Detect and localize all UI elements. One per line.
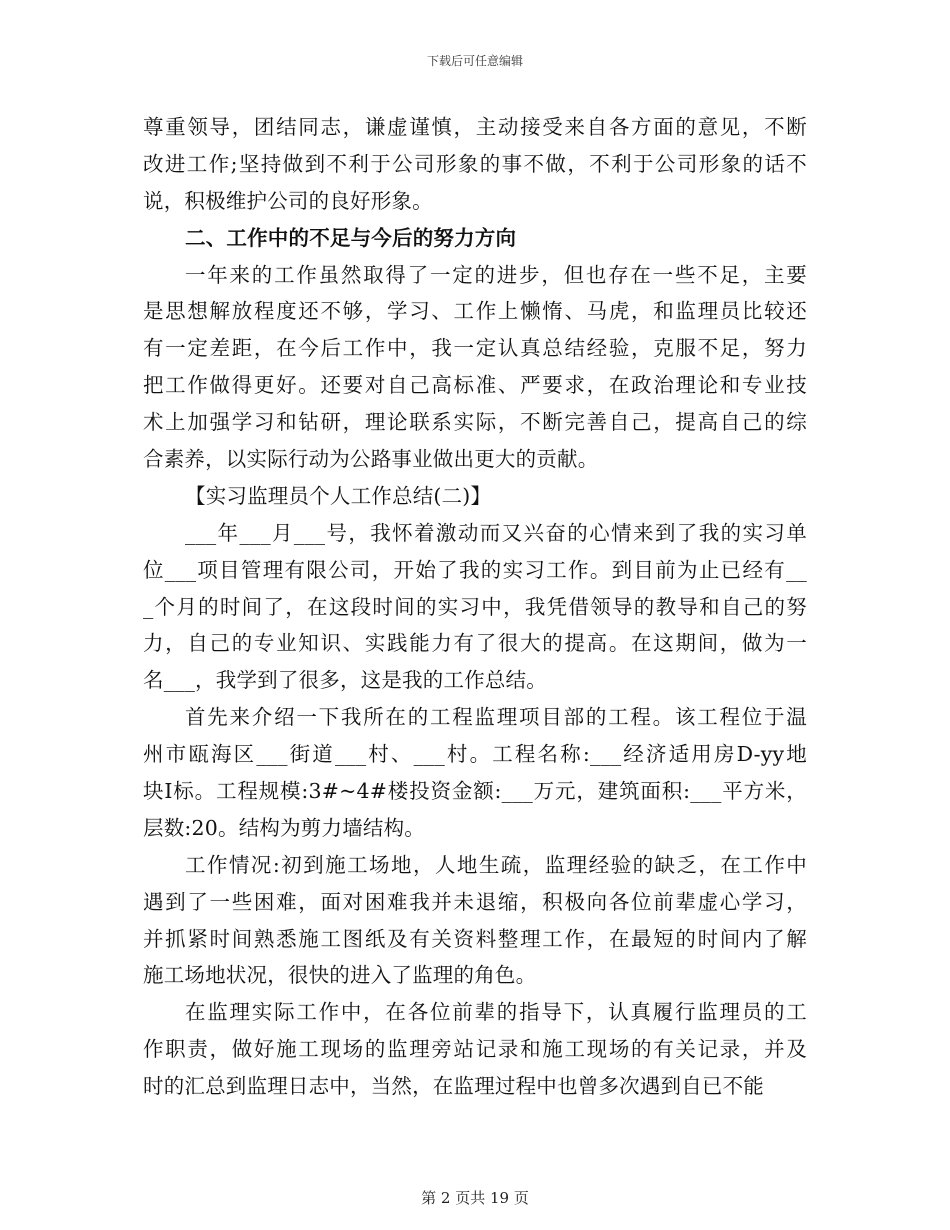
paragraph: [143, 847, 807, 995]
text-line: 二、工作中的不足与今后的努力方向: [185, 225, 517, 250]
text-line: 层数:20。结构为剪力墙结构。: [143, 815, 425, 840]
text-line: 作职责，做好施工现场的监理旁站记录和施工现场的有关记录，并及: [143, 1037, 807, 1062]
text-line: 并抓紧时间熟悉施工图纸及有关资料整理工作，在最短的时间内了解: [143, 926, 807, 951]
text-line: 说，积极维护公司的良好形象。: [143, 188, 433, 213]
text-line: 时的汇总到监理日志中，当然，在监理过程中也曾多次遇到自已不能: [143, 1074, 764, 1099]
text-line: 术上加强学习和钻研，理论联系实际，不断完善自己，提高自己的综: [143, 410, 807, 435]
text-line: 尊重领导，团结同志，谦虚谨慎，主动接受来自各方面的意见，不断: [143, 115, 807, 139]
text-line: 施工场地状况，很快的进入了监理的角色。: [143, 963, 537, 988]
text-line: 合素养，以实际行动为公路事业做出更大的贡献。: [143, 447, 599, 472]
paragraph: [143, 109, 807, 220]
page-footer: 第 2 页共 19 页: [421, 1189, 529, 1207]
text-line: 位___项目管理有限公司，开始了我的实习工作。到目前为止已经有__: [143, 557, 807, 582]
text-line: 首先来介绍一下我所在的工程监理项目部的工程。该工程位于温: [185, 705, 807, 730]
text-line: 把工作做得更好。还要对自己高标准、严要求，在政治理论和专业技: [143, 373, 807, 398]
paragraph: [143, 257, 807, 478]
paragraph: [143, 699, 807, 847]
text-line: 州市瓯海区___街道___村、___村。工程名称:___经济适用房D-yy地: [143, 742, 807, 767]
text-line: 名___，我学到了很多，这是我的工作总结。: [143, 668, 547, 693]
paragraph: [143, 994, 807, 1105]
document-body: [143, 109, 807, 1105]
text-line: 【实习监理员个人工作总结(二)】: [185, 483, 492, 508]
page-header: 下载后可任意编辑: [426, 54, 523, 68]
text-line: 力，自己的专业知识、实践能力有了很大的提高。在这期间，做为一: [143, 631, 807, 656]
section-heading: [143, 220, 807, 257]
text-line: 在监理实际工作中，在各位前辈的指导下，认真履行监理员的工: [185, 1000, 807, 1025]
text-line: 工作情况:初到施工场地，人地生疏，监理经验的缺乏，在工作中: [185, 852, 807, 877]
text-line: _个月的时间了，在这段时间的实习中，我凭借领导的教导和自己的努: [143, 594, 807, 619]
text-line: 块Ⅰ标。工程规模:3#~4#楼投资金额:___万元，建筑面积:___平方米，: [143, 779, 807, 804]
section-title: [143, 478, 807, 515]
paragraph: [143, 515, 807, 699]
text-line: 是思想解放程度还不够，学习、工作上懒惰、马虎，和监理员比较还: [143, 299, 807, 324]
text-line: 改进工作;坚持做到不利于公司形象的事不做，不利于公司形象的话不: [143, 151, 807, 176]
text-line: 遇到了一些困难，面对困难我并未退缩，积极向各位前辈虚心学习，: [143, 889, 807, 914]
text-line: 一年来的工作虽然取得了一定的进步，但也存在一些不足，主要: [185, 262, 807, 287]
text-line: ___年___月___号，我怀着激动而又兴奋的心情来到了我的实习单: [185, 520, 807, 545]
text-line: 有一定差距，在今后工作中，我一定认真总结经验，克服不足，努力: [143, 336, 807, 361]
